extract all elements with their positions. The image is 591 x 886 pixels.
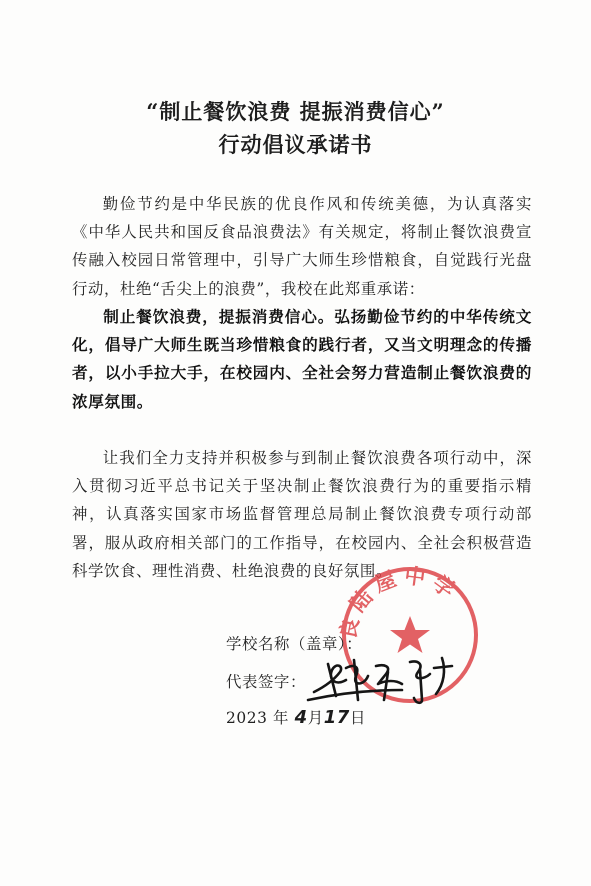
svg-text:良陆屋中学 [335, 563, 465, 642]
date-day-handwritten: 17 [323, 707, 350, 728]
seal-text: 良陆屋中学 [335, 562, 465, 642]
paragraph-action: 让我们全力支持并积极参与到制止餐饮浪费各项行动中，深入贯彻习近平总书记关于坚决制止餐饮浪费行为的重要指示精神，认真落实国家市场监督管理总局制止餐饮浪费专项行动部署，服从政府相关部门的工作指导，在校园内、全社会积极营造科学饮食、理性消费、杜绝浪费的良好氛围。 [72, 449, 532, 580]
document-title-line2: 行动倡议承诺书 [218, 132, 373, 157]
paragraph-intro: 勤俭节约是中华民族的优良作风和传统美德，为认真落实《中华人民共和国反食品浪费法》有关规定，将制止餐饮浪费宣传融入校园日常管理中，引导广大师生珍惜粮食，自觉践行光盘行动，杜绝“舌尖上的浪费”，我校在此郑重承诺： [72, 195, 532, 298]
date-day-unit: 日 [349, 709, 366, 727]
date-year: 2023 年 [226, 709, 290, 727]
document-title-line1: “制止餐饮浪费 提振消费信心” [146, 99, 445, 124]
handwritten-signature [306, 650, 466, 710]
date-month-handwritten: 4 [294, 707, 308, 728]
seal-star-icon [390, 616, 430, 653]
paragraph-commitment: 制止餐饮浪费，提振消费信心。弘扬勤俭节约的中华传统文化，倡导广大师生既当珍惜粮食的践行者，又当文明理念的传播者，以小手拉大手，在校园内、全社会努力营造制止餐饮浪费的浓厚氛围。 [72, 307, 532, 411]
document-date [226, 706, 366, 728]
representative-signature-label: 代表签字： [226, 673, 306, 691]
school-name-label: 学校名称（盖章）： [226, 635, 363, 653]
date-month-unit: 月 [307, 709, 324, 727]
